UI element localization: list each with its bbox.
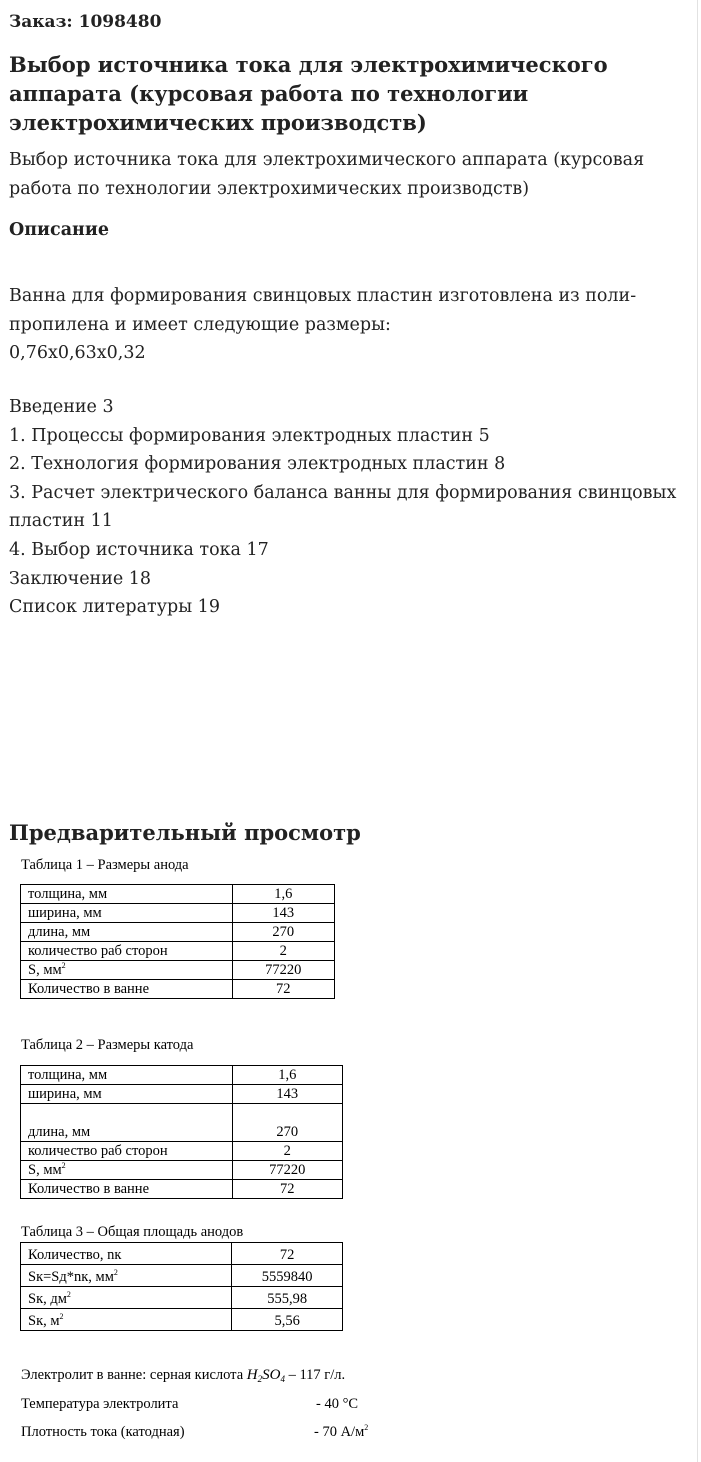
table-row	[21, 1309, 343, 1331]
table-row	[21, 1104, 343, 1142]
cathode-dimensions-table	[20, 1065, 343, 1199]
description-line: пропилена и имеет следующие размеры:	[9, 314, 391, 335]
formula-part: H	[246, 1367, 258, 1383]
table-cell-label: толщина, мм	[21, 1066, 233, 1085]
current-density-value	[314, 1423, 368, 1441]
superscript: 2	[59, 1312, 64, 1321]
table-row	[21, 980, 335, 999]
current-density-label: Плотность тока (катодная)	[21, 1424, 185, 1440]
table-cell-label	[21, 1265, 232, 1287]
toc-item: 4. Выбор источника тока 17	[9, 539, 269, 560]
table-row	[21, 1243, 343, 1265]
table-cell-label: ширина, мм	[21, 1085, 233, 1104]
superscript: 2	[364, 1423, 369, 1432]
table1-caption: Таблица 1 – Размеры анода	[21, 857, 189, 873]
temperature-line	[21, 1395, 359, 1413]
table-row	[21, 904, 335, 923]
toc-item: Заключение 18	[9, 568, 152, 589]
electrolyte-line	[21, 1366, 345, 1384]
cell-text: S, мм	[28, 1162, 62, 1178]
temperature-value: - 40 °С	[316, 1396, 359, 1412]
toc-item: Введение 3	[9, 397, 114, 417]
table-cell-label	[21, 961, 233, 980]
table2-caption: Таблица 2 – Размеры катода	[21, 1037, 194, 1053]
table-cell-label	[21, 1287, 232, 1309]
superscript: 2	[66, 1290, 71, 1299]
table-cell-label: ширина, мм	[21, 904, 233, 923]
table-row	[21, 885, 335, 904]
table-cell-label: толщина, мм	[21, 885, 233, 904]
table-cell-value: 77220	[232, 1161, 342, 1180]
table-row	[21, 1180, 343, 1199]
temperature-label: Температура электролита	[21, 1396, 179, 1412]
table-cell-value: 1,6	[232, 1066, 342, 1085]
table-cell-value: 72	[232, 980, 335, 999]
toc-item: 1. Процессы формирования электродных пластин 5	[9, 425, 490, 446]
table-cell-value: 5,56	[232, 1309, 343, 1331]
table-cell-label: Количество в ванне	[21, 1180, 233, 1199]
description-line: 0,76х0,63х0,32	[9, 343, 146, 364]
table-cell-label: Количество, nк	[21, 1243, 232, 1265]
table-row	[21, 1287, 343, 1309]
table-row	[21, 1066, 343, 1085]
superscript: 2	[61, 961, 66, 970]
table-cell-value: 2	[232, 942, 335, 961]
electrolyte-concentration: – 117 г/л.	[284, 1367, 346, 1383]
formula-subscript: 2	[257, 1374, 263, 1384]
formula-part: SO	[262, 1367, 281, 1383]
table-cell-label: количество раб сторон	[21, 942, 233, 961]
table-cell-label: длина, мм	[21, 1104, 233, 1142]
superscript: 2	[113, 1268, 118, 1277]
table-cell-label	[21, 1161, 233, 1180]
page-subtitle: Выбор источника тока для электрохимического аппарата (курсовая работа по технологии электрохимических производств)	[9, 150, 645, 199]
cell-text: Sк=Sд*nк, мм	[28, 1269, 114, 1285]
table-cell-value: 72	[232, 1180, 342, 1199]
table-row	[21, 961, 335, 980]
table-cell-value: 270	[232, 1104, 342, 1142]
table-cell-label: длина, мм	[21, 923, 233, 942]
current-density-line	[21, 1423, 369, 1441]
table-of-contents	[9, 393, 694, 622]
order-number: Заказ: 1098480	[9, 12, 162, 32]
electrolyte-label: Электролит в ванне: серная кислота	[21, 1367, 244, 1383]
superscript: 2	[61, 1161, 66, 1170]
table-cell-value: 143	[232, 904, 335, 923]
table-cell-value: 1,6	[232, 885, 335, 904]
description-heading: Описание	[9, 220, 109, 240]
preview-heading: Предварительный просмотр	[9, 820, 361, 845]
table-cell-value: 77220	[232, 961, 335, 980]
table-row	[21, 1161, 343, 1180]
description-text	[9, 282, 694, 368]
cell-text: Sк, дм	[28, 1291, 67, 1307]
table-cell-value: 5559840	[232, 1265, 343, 1287]
page-divider	[697, 0, 698, 1462]
table-cell-value: 555,98	[232, 1287, 343, 1309]
table-row	[21, 1265, 343, 1287]
cell-text: S, мм	[28, 962, 62, 978]
table-cell-value: 72	[232, 1243, 343, 1265]
formula-subscript: 4	[280, 1374, 285, 1384]
table-row	[21, 1085, 343, 1104]
table-row	[21, 923, 335, 942]
anode-area-table	[20, 1242, 343, 1331]
table-row	[21, 1142, 343, 1161]
current-density-number: - 70 А/м	[314, 1424, 365, 1440]
table-cell-value: 2	[232, 1142, 342, 1161]
table-cell-label: количество раб сторон	[21, 1142, 233, 1161]
sulfuric-acid-formula	[247, 1367, 285, 1383]
table3-caption: Таблица 3 – Общая площадь анодов	[21, 1224, 244, 1240]
page-title: Выбор источника тока для электрохимического аппарата (курсовая работа по технологии электрохимических производств)	[9, 52, 608, 135]
table-cell-label	[21, 1309, 232, 1331]
table-row	[21, 942, 335, 961]
toc-item: 3. Расчет электрического баланса ванны для формирования свинцовых пластин 11	[9, 482, 677, 532]
toc-item: 2. Технология формирования электродных пластин 8	[9, 454, 506, 475]
table-cell-value: 270	[232, 923, 335, 942]
anode-dimensions-table	[20, 884, 335, 999]
table-cell-value: 143	[232, 1085, 342, 1104]
table-cell-label: Количество в ванне	[21, 980, 233, 999]
cell-text: Sк, м	[28, 1313, 60, 1329]
toc-item: Список литературы 19	[9, 597, 220, 618]
description-line: Ванна для формирования свинцовых пластин изготовлена из поли-	[9, 286, 637, 306]
